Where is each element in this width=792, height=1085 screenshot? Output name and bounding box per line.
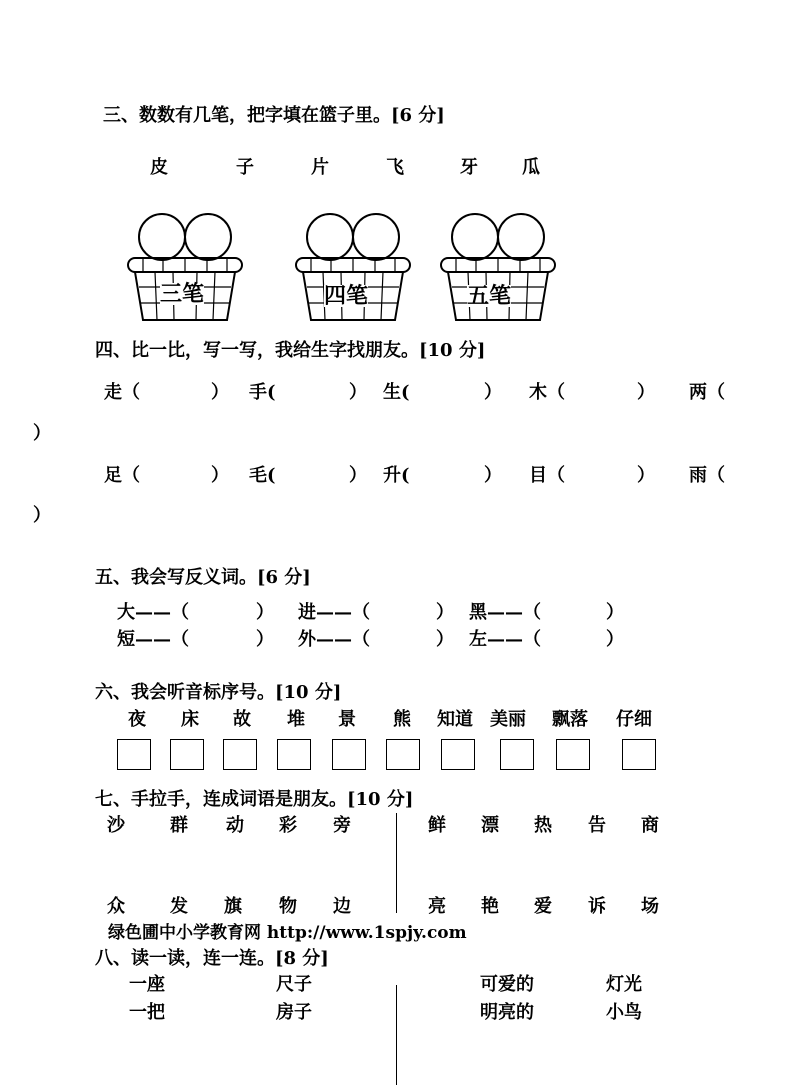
s4-r2-c6: 目（ [529,465,565,486]
s5-r2-c0: 短——（ [117,629,189,650]
section8-title: 八、读一读，连一连。[8 分] [95,948,329,969]
char-fei: 飞 [386,157,404,178]
s8-r1-c3: 灯光 [606,974,642,995]
s6-word-4: 景 [338,709,356,730]
s7-tr-4: 商 [641,815,659,836]
section5-title: 五、我会写反义词。[6 分] [95,567,311,588]
section6-title: 六、我会听音标序号。[10 分] [95,682,342,703]
s6-word-6: 知道 [437,709,473,730]
watermark-text: 绿色圃中小学教育网 http://www.1spjy.com [108,923,467,943]
s4-r2-c7: ） [637,465,655,486]
answer-box-3[interactable] [223,739,257,770]
s4-r2-c3: ） [349,465,367,486]
s7-tl-1: 群 [170,815,188,836]
s4-r1-wrap: ） [33,423,51,444]
answer-box-4[interactable] [277,739,311,770]
s7-tr-2: 热 [534,815,552,836]
section8-divider [396,985,397,1085]
s4-r2-wrap: ） [33,505,51,526]
s7-bl-4: 边 [333,896,351,917]
answer-box-8[interactable] [500,739,534,770]
s6-word-5: 熊 [393,709,411,730]
basket-label-5: 五笔 [467,283,512,309]
s4-r2-c1: ） [211,465,229,486]
s8-r2-c0: 一把 [129,1002,165,1023]
char-zi: 子 [236,157,254,178]
s7-bl-1: 发 [170,896,188,917]
s4-r1-c4: 生( [383,382,410,403]
s6-word-8: 飘落 [552,709,588,730]
s7-tr-0: 鲜 [428,815,446,836]
s7-br-0: 亮 [428,896,446,917]
s6-word-3: 堆 [287,709,305,730]
answer-box-1[interactable] [117,739,151,770]
s6-word-0: 夜 [128,709,146,730]
section7-title: 七、手拉手，连成词语是朋友。[10 分] [95,789,414,810]
answer-box-6[interactable] [386,739,420,770]
s5-r1-c0: 大——（ [117,602,189,623]
s4-r1-c3: ） [349,382,367,403]
s5-r1-c1: ） [256,602,274,623]
s4-r2-c2: 毛( [249,465,276,486]
s5-r2-c5: ） [606,629,624,650]
s8-r2-c2: 明亮的 [480,1002,534,1023]
s4-r1-c8: 两（ [689,382,725,403]
s7-bl-2: 旗 [224,896,242,917]
s6-word-1: 床 [181,709,199,730]
s5-r2-c3: ） [436,629,454,650]
s8-r1-c0: 一座 [129,974,165,995]
s4-r1-c7: ） [637,382,655,403]
section7-divider [396,813,397,913]
s4-r1-c2: 手( [249,382,276,403]
s7-br-3: 诉 [588,896,606,917]
s5-r1-c2: 进——（ [298,602,370,623]
answer-box-5[interactable] [332,739,366,770]
char-pi: 皮 [150,157,168,178]
s8-r1-c1: 尺子 [276,974,312,995]
char-ya: 牙 [460,157,478,178]
s4-r1-c0: 走（ [104,382,140,403]
section4-title: 四、比一比，写一写，我给生字找朋友。[10 分] [95,340,486,361]
s7-bl-3: 物 [279,896,297,917]
s7-tr-3: 告 [588,815,606,836]
s6-word-7: 美丽 [490,709,526,730]
s8-r2-c1: 房子 [276,1002,312,1023]
s7-bl-0: 众 [107,896,125,917]
s7-tr-1: 漂 [481,815,499,836]
s5-r1-c5: ） [606,602,624,623]
s5-r2-c4: 左——（ [469,629,541,650]
basket-label-3: 三笔 [160,281,205,307]
answer-box-7[interactable] [441,739,475,770]
s8-r1-c2: 可爱的 [480,974,534,995]
answer-box-9[interactable] [556,739,590,770]
s4-r2-c4: 升( [383,465,410,486]
char-pian: 片 [311,157,329,178]
s7-br-4: 场 [641,896,659,917]
s6-word-2: 故 [233,709,251,730]
s4-r1-c5: ） [484,382,502,403]
s7-tl-4: 旁 [333,815,351,836]
char-gua: 瓜 [522,157,540,178]
section3-title: 三、数数有几笔，把字填在篮子里。[6 分] [103,105,445,126]
s5-r1-c4: 黑——（ [469,602,541,623]
basket-label-4: 四笔 [324,283,369,309]
s8-r2-c3: 小鸟 [606,1002,642,1023]
s4-r1-c6: 木（ [529,382,565,403]
s4-r2-c5: ） [484,465,502,486]
s5-r2-c1: ） [256,629,274,650]
s7-br-2: 爱 [534,896,552,917]
s7-tl-3: 彩 [279,815,297,836]
s4-r2-c0: 足（ [104,465,140,486]
s4-r1-c1: ） [211,382,229,403]
s7-tl-0: 沙 [107,815,125,836]
s6-word-9: 仔细 [616,709,652,730]
s7-tl-2: 动 [226,815,244,836]
s5-r1-c3: ） [436,602,454,623]
baskets-drawing [0,0,792,340]
s7-br-1: 艳 [481,896,499,917]
s4-r2-c8: 雨（ [689,465,725,486]
s5-r2-c2: 外——（ [298,629,370,650]
answer-box-2[interactable] [170,739,204,770]
answer-box-10[interactable] [622,739,656,770]
